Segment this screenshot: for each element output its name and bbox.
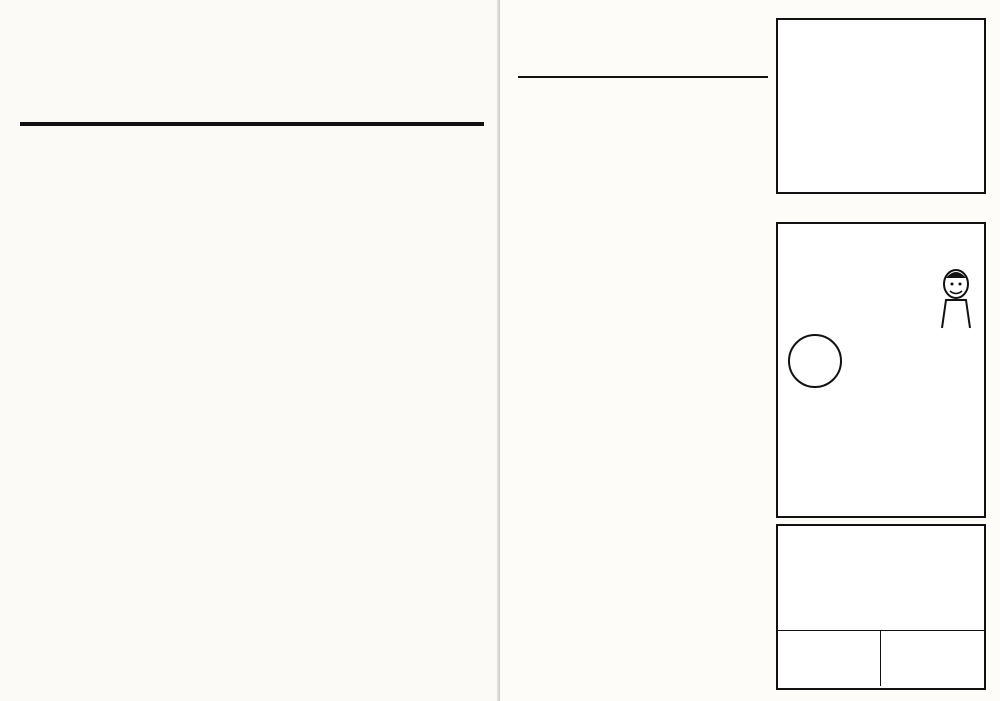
column-grid [214,122,480,671]
coalman-icon [934,268,978,330]
figures-page [500,0,1000,701]
burns-ad [776,222,986,518]
results-table [20,122,484,126]
title-rule [518,76,768,78]
three-towns-ad [776,18,986,194]
approved-coal-badge [788,334,842,388]
benhams-ad [776,524,986,690]
